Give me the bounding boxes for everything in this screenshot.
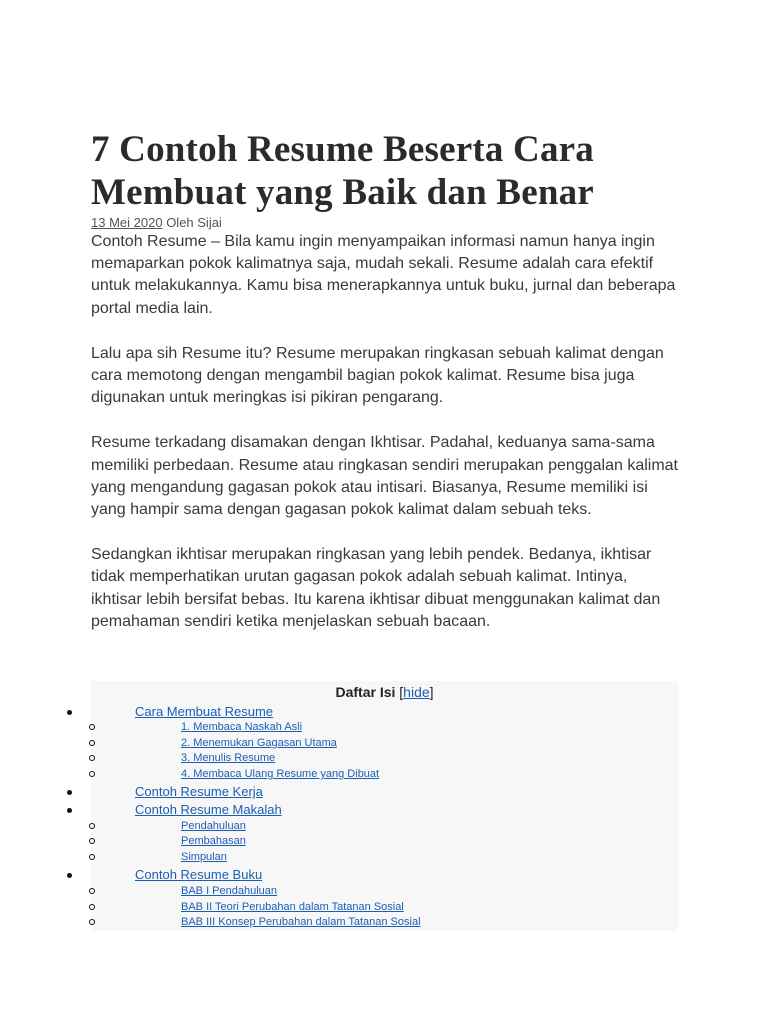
bullet-circle-icon (89, 740, 95, 746)
bullet-circle-icon (89, 755, 95, 761)
author-name: Oleh Sijai (166, 215, 222, 230)
toc-link[interactable]: Pendahuluan (181, 820, 246, 832)
bullet-disc-icon (67, 790, 72, 795)
bullet-circle-icon (89, 919, 95, 925)
toc-link[interactable]: 2. Menemukan Gagasan Utama (181, 737, 337, 749)
toc-link[interactable]: 4. Membaca Ulang Resume yang Dibuat (181, 768, 380, 780)
toc-link[interactable]: Contoh Resume Makalah (135, 802, 282, 817)
paragraph-definition: Lalu apa sih Resume itu? Resume merupakan ringkasan sebuah kalimat dengan cara memotong dengan mengambil bagian pokok kalimat. Resume bisa juga digunakan untuk meringkas isi pikiran pengarang. (91, 344, 664, 407)
toc-link[interactable]: BAB I Pendahuluan (181, 885, 278, 897)
bullet-circle-icon (89, 823, 95, 829)
post-date-link[interactable]: 13 Mei 2020 (91, 215, 163, 230)
toc-link[interactable]: BAB II Teori Perubahan dalam Tatanan Sosial (181, 901, 404, 913)
toc-link[interactable]: Pembahasan (181, 835, 246, 847)
toc-link[interactable]: Contoh Resume Buku (135, 867, 263, 882)
toc-toggle-open: [ (399, 684, 404, 700)
toc-title: Daftar Isi (335, 684, 396, 700)
toc-link[interactable]: Cara Membuat Resume (135, 704, 273, 719)
toc-toggle-close: ] (429, 684, 434, 700)
bullet-circle-icon (89, 724, 95, 730)
article (91, 128, 691, 656)
paragraph-ikhtisar: Sedangkan ikhtisar merupakan ringkasan yang lebih pendek. Bedanya, ikhtisar tidak memperhatikan urutan gagasan pokok adalah sebuah kalimat. Intinya, ikhtisar lebih bersifat bebas. Itu karena ikhtisar dibuat menggunakan kalimat dan pemahaman sendiri ketika menjelaskan sebuah bacaan. (91, 546, 661, 630)
article-meta (91, 215, 691, 231)
bullet-circle-icon (89, 904, 95, 910)
toc-link[interactable]: 3. Menulis Resume (181, 752, 276, 764)
toc-link[interactable]: BAB III Konsep Perubahan dalam Tatanan Sosial (181, 916, 421, 928)
bullet-circle-icon (89, 771, 95, 777)
toc-header (91, 681, 678, 702)
bullet-disc-icon (67, 808, 72, 813)
bullet-disc-icon (67, 710, 72, 715)
bullet-disc-icon (67, 873, 72, 878)
toc-hide-link[interactable]: hide (403, 684, 430, 700)
paragraph-intro: Contoh Resume – Bila kamu ingin menyampaikan informasi namun hanya ingin memaparkan pokok kalimatnya saja, mudah sekali. Resume adalah cara efektif untuk melakukannya. Kamu bisa menerapkannya untuk buku, jurnal dan beberapa portal media lain. (91, 233, 676, 317)
paragraph-comparison: Resume terkadang disamakan dengan Ikhtisar. Padahal, keduanya sama-sama memiliki perbedaan. Resume atau ringkasan sendiri merupakan penggalan kalimat yang mengandung gagasan pokok atau intisari. Biasanya, Resume memiliki isi yang hampir sama dengan gagasan pokok kalimat dalam sebuah teks. (91, 434, 678, 519)
article-title: 7 Contoh Resume Beserta Cara Membuat yang Baik dan Benar (91, 129, 594, 213)
bullet-circle-icon (89, 854, 95, 860)
toc-link[interactable]: 1. Membaca Naskah Asli (181, 721, 303, 733)
toc-link[interactable]: Contoh Resume Kerja (135, 784, 263, 799)
bullet-circle-icon (89, 838, 95, 844)
bullet-circle-icon (89, 888, 95, 894)
toc-link[interactable]: Simpulan (181, 851, 227, 863)
